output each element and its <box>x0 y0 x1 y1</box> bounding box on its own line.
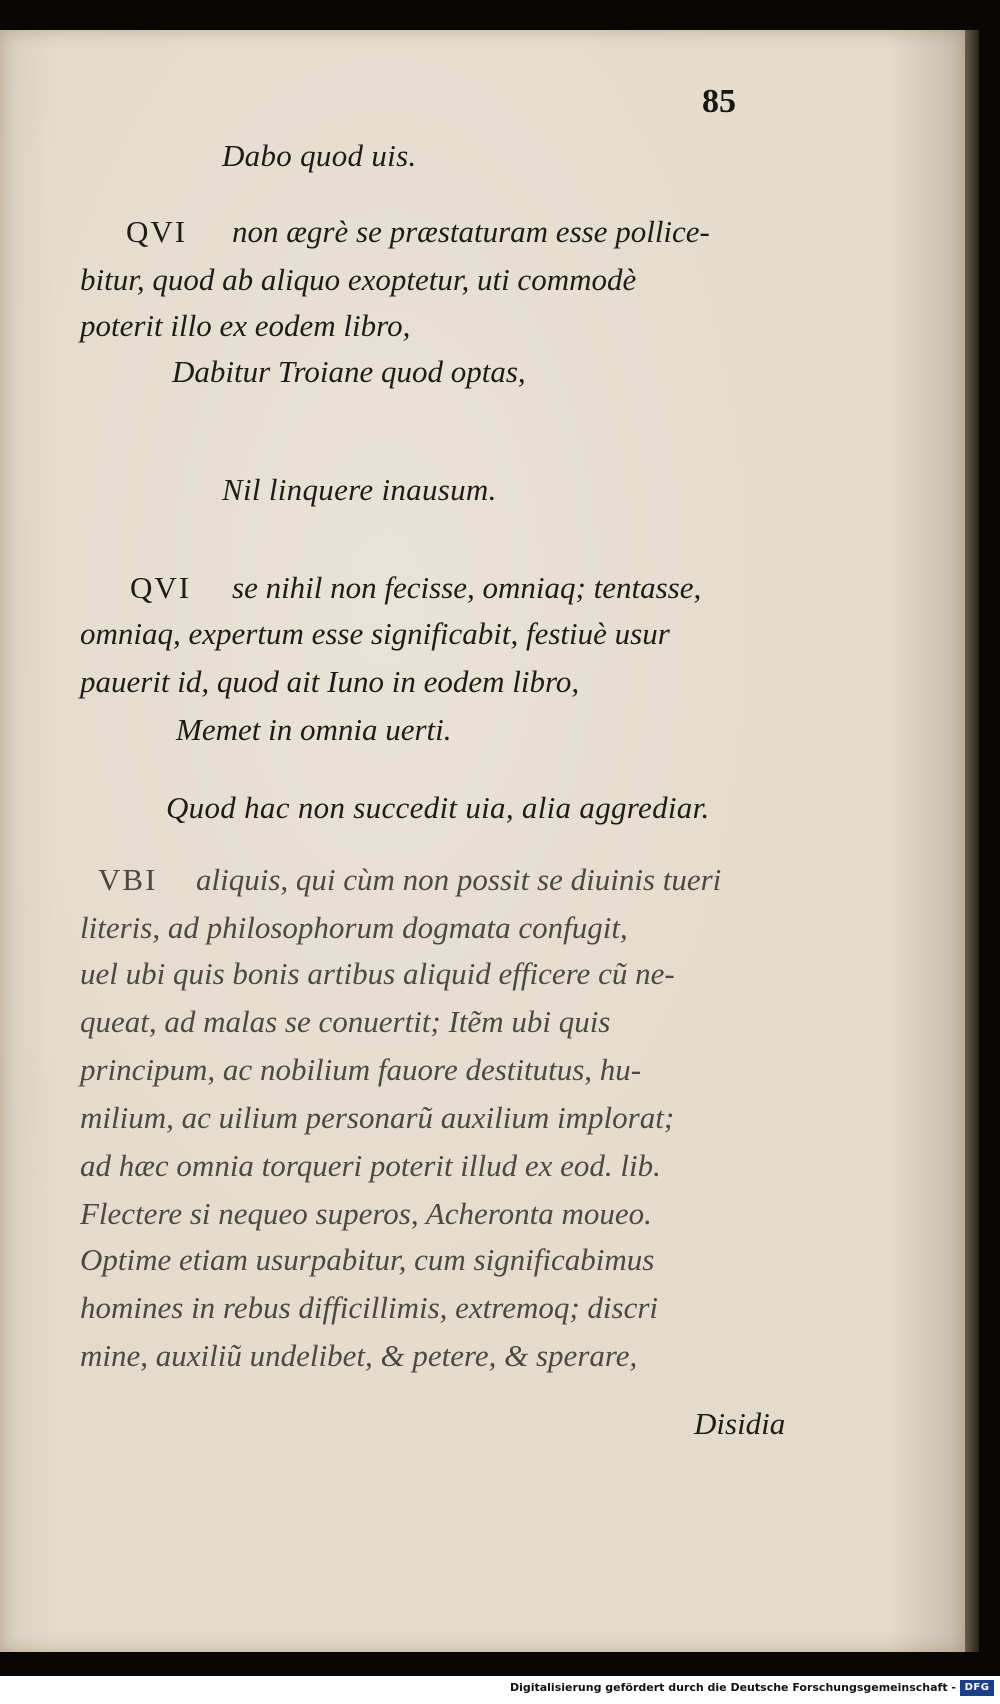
text-line: Flectere si nequeo superos, Acheronta moueo. <box>80 1196 652 1231</box>
heading-dabo: Dabo quod uis. <box>222 138 417 173</box>
text-line: non ægrè se præstaturam esse pollice- <box>232 214 710 249</box>
page-edge-shadow <box>965 30 979 1652</box>
verse-line: Memet in omnia uerti. <box>176 712 452 747</box>
text-line: pauerit id, quod ait Iuno in eodem libro, <box>80 664 580 699</box>
initial-qui-1: QVI <box>126 214 188 249</box>
catchword: Disidia <box>694 1406 786 1441</box>
text-line: literis, ad philosophorum dogmata confugit, <box>80 910 628 945</box>
dfg-logo: DFG <box>960 1680 994 1696</box>
text-line: mine, auxiliũ undelibet, & petere, & sperare, <box>80 1338 638 1373</box>
text-line: ad hæc omnia torqueri poterit illud ex eod. lib. <box>80 1148 661 1183</box>
text-line: Optime etiam usurpabitur, cum significabimus <box>80 1242 655 1277</box>
text-line: queat, ad malas se conuertit; Itẽm ubi quis <box>80 1004 611 1039</box>
page-number: 85 <box>702 83 736 120</box>
text-line: omniaq, expertum esse significabit, festiuè usur <box>80 616 670 651</box>
verse-line: Dabitur Troiane quod optas, <box>172 354 526 389</box>
initial-qui-2: QVI <box>130 570 192 605</box>
text-line: bitur, quod ab aliquo exoptetur, uti commodè <box>80 262 637 297</box>
text-line: se nihil non fecisse, omniaq; tentasse, <box>232 570 702 605</box>
heading-quod-hac: Quod hac non succedit uia, alia aggrediar. <box>166 790 710 825</box>
text-line: homines in rebus difficillimis, extremoq; discri <box>80 1290 659 1325</box>
text-line: aliquis, qui cùm non possit se diuinis tueri <box>196 862 722 897</box>
heading-nil: Nil linquere inausum. <box>222 472 497 507</box>
initial-ubi: VBI <box>98 862 158 897</box>
text-line: milium, ac uilium personarũ auxilium implorat; <box>80 1100 675 1135</box>
text-line: principum, ac nobilium fauore destitutus, hu- <box>80 1052 642 1087</box>
text-line: poterit illo ex eodem libro, <box>80 308 411 343</box>
text-line: uel ubi quis bonis artibus aliquid efficere cũ ne- <box>80 956 675 991</box>
digitization-credit: Digitalisierung gefördert durch die Deutsche Forschungsgemeinschaft - <box>509 1681 956 1694</box>
